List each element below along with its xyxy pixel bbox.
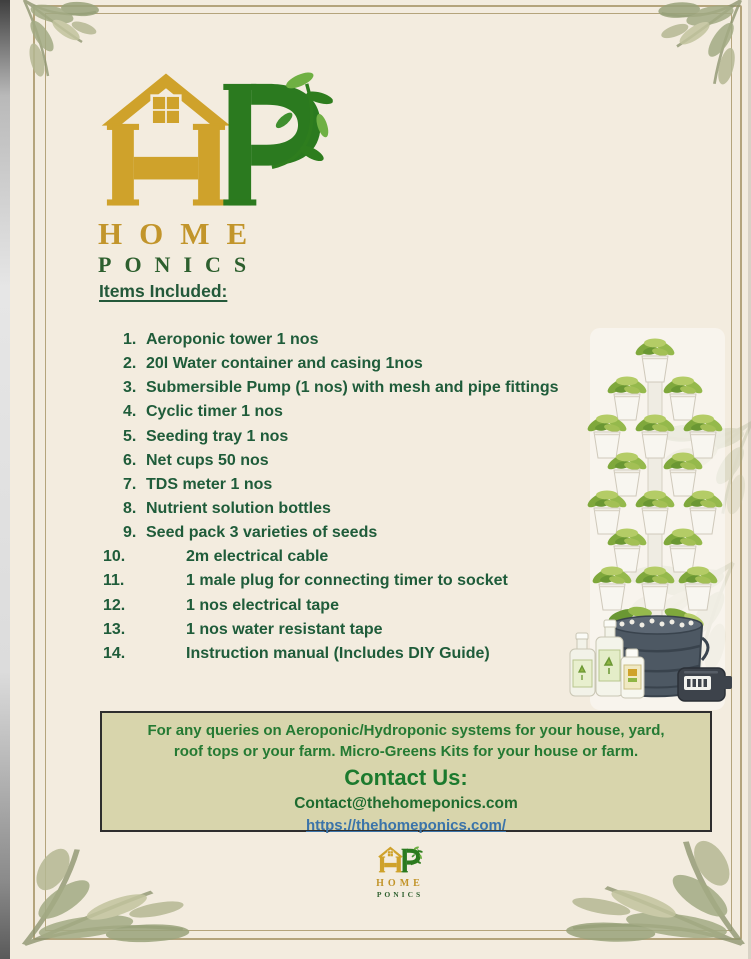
logo xyxy=(98,70,343,276)
item-text: 1 nos electrical tape xyxy=(186,596,339,614)
item-text: Instruction manual (Includes DIY Guide) xyxy=(186,644,490,662)
item-number: 3. xyxy=(123,379,137,397)
list-item xyxy=(100,475,640,499)
item-text: 20l Water container and casing 1nos xyxy=(146,355,423,373)
item-text: 1 nos water resistant tape xyxy=(186,620,383,638)
logo-word-home: HOME xyxy=(98,216,265,251)
footer-logo-word-home: HOME xyxy=(376,878,424,889)
list-item xyxy=(100,330,640,354)
items-heading: Items Included: xyxy=(99,281,228,301)
footer-logo-monogram-icon xyxy=(377,846,423,873)
item-text: Aeroponic tower 1 nos xyxy=(146,331,319,348)
item-number: 13. xyxy=(103,620,126,638)
footer-logo xyxy=(340,846,460,899)
item-text: Nutrient solution bottles xyxy=(146,499,331,517)
item-number: 8. xyxy=(123,499,137,517)
item-number: 4. xyxy=(123,403,137,421)
item-number: 2. xyxy=(123,355,137,373)
items-list xyxy=(100,330,640,668)
item-number: 7. xyxy=(123,475,137,493)
list-item xyxy=(100,402,640,426)
item-text: Net cups 50 nos xyxy=(146,451,269,469)
list-item xyxy=(100,499,640,523)
item-number: 9. xyxy=(123,524,137,542)
contact-us-heading: Contact Us: xyxy=(344,765,468,790)
item-number: 6. xyxy=(123,451,137,469)
list-item xyxy=(100,571,640,595)
item-number: 14. xyxy=(103,644,126,662)
list-item xyxy=(100,596,640,620)
logo-word-ponics: PONICS xyxy=(98,252,260,277)
scan-edge-left xyxy=(0,0,10,959)
item-text: Submersible Pump (1 nos) with mesh and pipe fittings xyxy=(146,379,559,397)
website-link[interactable]: https://thehomeponics.com/ xyxy=(305,817,506,834)
list-item xyxy=(100,644,640,668)
item-number: 1. xyxy=(123,331,137,348)
item-text: TDS meter 1 nos xyxy=(146,475,273,493)
contact-box-line2: roof tops or your farm. Micro-Greens Kits for your house or farm. xyxy=(173,743,639,760)
item-number: 5. xyxy=(123,427,137,445)
item-number: 12. xyxy=(103,596,126,614)
item-text: 2m electrical cable xyxy=(186,548,329,566)
list-item xyxy=(100,354,640,378)
contact-box-line1: For any queries on Aeroponic/Hydroponic systems for your house, yard, xyxy=(147,722,665,739)
list-item xyxy=(100,378,640,402)
item-number: 10. xyxy=(103,548,126,566)
list-item xyxy=(100,427,640,451)
list-item xyxy=(100,620,640,644)
list-item xyxy=(100,523,640,547)
list-item xyxy=(100,547,640,571)
item-text: 1 male plug for connecting timer to socket xyxy=(186,572,508,590)
logo-monogram-icon xyxy=(98,70,333,209)
aeroponic-tower-illustration xyxy=(560,328,750,713)
contact-email: Contact@thehomeponics.com xyxy=(294,795,518,812)
contact-box xyxy=(100,711,712,832)
timer-icon xyxy=(678,668,732,701)
item-text: Seeding tray 1 nos xyxy=(146,427,289,445)
item-number: 11. xyxy=(103,572,125,590)
item-text: Cyclic timer 1 nos xyxy=(146,403,283,421)
item-text: Seed pack 3 varieties of seeds xyxy=(146,524,378,542)
footer-logo-word-ponics: PONICS xyxy=(376,890,424,899)
list-item xyxy=(100,451,640,475)
